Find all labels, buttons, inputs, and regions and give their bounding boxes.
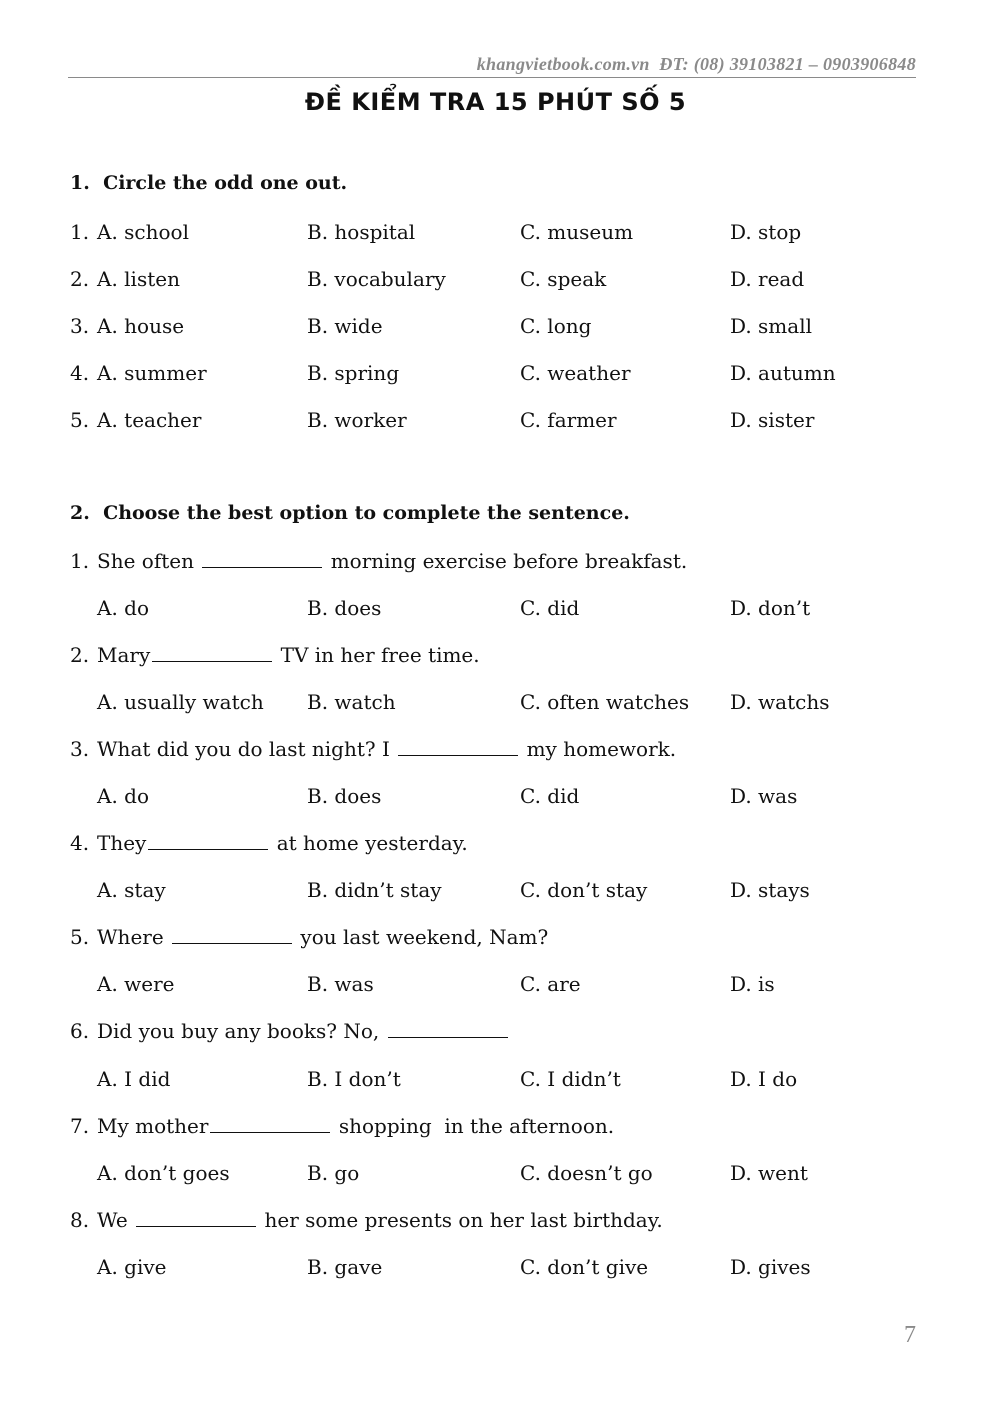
item-number: 2. — [70, 267, 90, 291]
option-c[interactable]: C. don’t stay — [520, 878, 648, 902]
header-phone: ĐT: (08) 39103821 – 0903906848 — [659, 54, 916, 74]
option-b[interactable]: B. didn’t stay — [307, 878, 442, 902]
section2-instruction: Choose the best option to complete the sentence. — [103, 502, 630, 524]
option-a[interactable]: A. do — [97, 784, 150, 808]
section1-number: 1. — [70, 172, 90, 194]
odd-one-out-row — [70, 405, 930, 435]
option-a[interactable]: A. were — [97, 972, 175, 996]
option-a[interactable]: A. summer — [97, 361, 207, 385]
question-stem — [70, 828, 930, 858]
answer-blank[interactable] — [202, 566, 322, 568]
option-d[interactable]: D. watchs — [730, 690, 830, 714]
question-stem — [70, 546, 930, 576]
option-a[interactable]: A. do — [97, 596, 150, 620]
option-b[interactable]: B. hospital — [307, 220, 416, 244]
page-number: 7 — [904, 1322, 916, 1348]
question-options — [70, 781, 930, 811]
header-website: khangvietbook.com.vn — [476, 54, 650, 74]
question-stem — [70, 922, 930, 952]
question-text: What did you do last night? I my homework. — [97, 737, 677, 761]
section1-instruction: Circle the odd one out. — [103, 172, 348, 194]
question-options — [70, 593, 930, 623]
question-number: 5. — [70, 925, 90, 949]
option-a[interactable]: A. listen — [97, 267, 180, 291]
option-b[interactable]: B. watch — [307, 690, 396, 714]
option-d[interactable]: D. stop — [730, 220, 802, 244]
option-b[interactable]: B. gave — [307, 1255, 383, 1279]
question-text: We her some presents on her last birthday. — [97, 1208, 663, 1232]
option-d[interactable]: D. gives — [730, 1255, 811, 1279]
option-a[interactable]: A. give — [97, 1255, 167, 1279]
option-d[interactable]: D. read — [730, 267, 805, 291]
question-number: 6. — [70, 1019, 90, 1043]
item-number: 3. — [70, 314, 90, 338]
option-b[interactable]: B. go — [307, 1161, 360, 1185]
odd-one-out-row — [70, 264, 930, 294]
question-text: My mother shopping in the afternoon. — [97, 1114, 615, 1138]
answer-blank[interactable] — [388, 1036, 508, 1038]
option-c[interactable]: C. weather — [520, 361, 631, 385]
option-a[interactable]: A. teacher — [97, 408, 202, 432]
option-c[interactable]: C. did — [520, 596, 580, 620]
option-a[interactable]: A. stay — [97, 878, 166, 902]
answer-blank[interactable] — [398, 754, 518, 756]
option-d[interactable]: D. autumn — [730, 361, 836, 385]
option-d[interactable]: D. stays — [730, 878, 810, 902]
question-options — [70, 1064, 930, 1094]
question-number: 7. — [70, 1114, 90, 1138]
option-c[interactable]: C. speak — [520, 267, 607, 291]
option-c[interactable]: C. often watches — [520, 690, 690, 714]
section1-heading — [70, 172, 347, 194]
option-c[interactable]: C. doesn’t go — [520, 1161, 653, 1185]
answer-blank[interactable] — [210, 1131, 330, 1133]
item-number: 5. — [70, 408, 90, 432]
option-a[interactable]: A. I did — [97, 1067, 171, 1091]
option-d[interactable]: D. I do — [730, 1067, 798, 1091]
option-b[interactable]: B. worker — [307, 408, 407, 432]
option-b[interactable]: B. was — [307, 972, 374, 996]
question-number: 8. — [70, 1208, 90, 1232]
option-b[interactable]: B. I don’t — [307, 1067, 401, 1091]
question-stem — [70, 1111, 930, 1141]
option-c[interactable]: C. are — [520, 972, 581, 996]
odd-one-out-row — [70, 358, 930, 388]
question-text: Where you last weekend, Nam? — [97, 925, 549, 949]
option-d[interactable]: D. is — [730, 972, 775, 996]
option-d[interactable]: D. went — [730, 1161, 808, 1185]
question-options — [70, 875, 930, 905]
section2-number: 2. — [70, 502, 90, 524]
option-d[interactable]: D. sister — [730, 408, 815, 432]
option-b[interactable]: B. does — [307, 784, 382, 808]
question-stem — [70, 1016, 930, 1046]
question-text: Mary TV in her free time. — [97, 643, 480, 667]
question-number: 4. — [70, 831, 90, 855]
option-a[interactable]: A. don’t goes — [97, 1161, 230, 1185]
question-text: They at home yesterday. — [97, 831, 468, 855]
option-b[interactable]: B. vocabulary — [307, 267, 446, 291]
answer-blank[interactable] — [172, 942, 292, 944]
option-b[interactable]: B. spring — [307, 361, 400, 385]
option-c[interactable]: C. I didn’t — [520, 1067, 621, 1091]
option-d[interactable]: D. small — [730, 314, 812, 338]
question-stem — [70, 1205, 930, 1235]
question-options — [70, 687, 930, 717]
option-a[interactable]: A. house — [97, 314, 185, 338]
question-options — [70, 1158, 930, 1188]
option-a[interactable]: A. usually watch — [97, 690, 264, 714]
question-text: Did you buy any books? No, — [97, 1016, 510, 1046]
answer-blank[interactable] — [152, 660, 272, 662]
option-b[interactable]: B. does — [307, 596, 382, 620]
question-number: 3. — [70, 737, 90, 761]
page-header — [68, 54, 916, 75]
item-number: 1. — [70, 220, 90, 244]
question-number: 2. — [70, 643, 90, 667]
option-c[interactable]: C. don’t give — [520, 1255, 649, 1279]
odd-one-out-row — [70, 217, 930, 247]
question-options — [70, 1252, 930, 1282]
question-number: 1. — [70, 549, 90, 573]
question-stem — [70, 734, 930, 764]
page-title: ĐỀ KIỂM TRA 15 PHÚT SỐ 5 — [304, 88, 687, 116]
item-number: 4. — [70, 361, 90, 385]
question-options — [70, 969, 930, 999]
option-d[interactable]: D. was — [730, 784, 798, 808]
answer-blank[interactable] — [148, 848, 268, 850]
option-b[interactable]: B. wide — [307, 314, 383, 338]
section2-heading — [70, 502, 630, 524]
option-a[interactable]: A. school — [97, 220, 189, 244]
option-c[interactable]: C. long — [520, 314, 592, 338]
option-c[interactable]: C. museum — [520, 220, 634, 244]
option-d[interactable]: D. don’t — [730, 596, 811, 620]
odd-one-out-row — [70, 311, 930, 341]
option-c[interactable]: C. did — [520, 784, 580, 808]
option-c[interactable]: C. farmer — [520, 408, 617, 432]
question-stem — [70, 640, 930, 670]
answer-blank[interactable] — [136, 1225, 256, 1227]
header-divider — [68, 77, 916, 78]
question-text: She often morning exercise before breakfast. — [97, 549, 688, 573]
